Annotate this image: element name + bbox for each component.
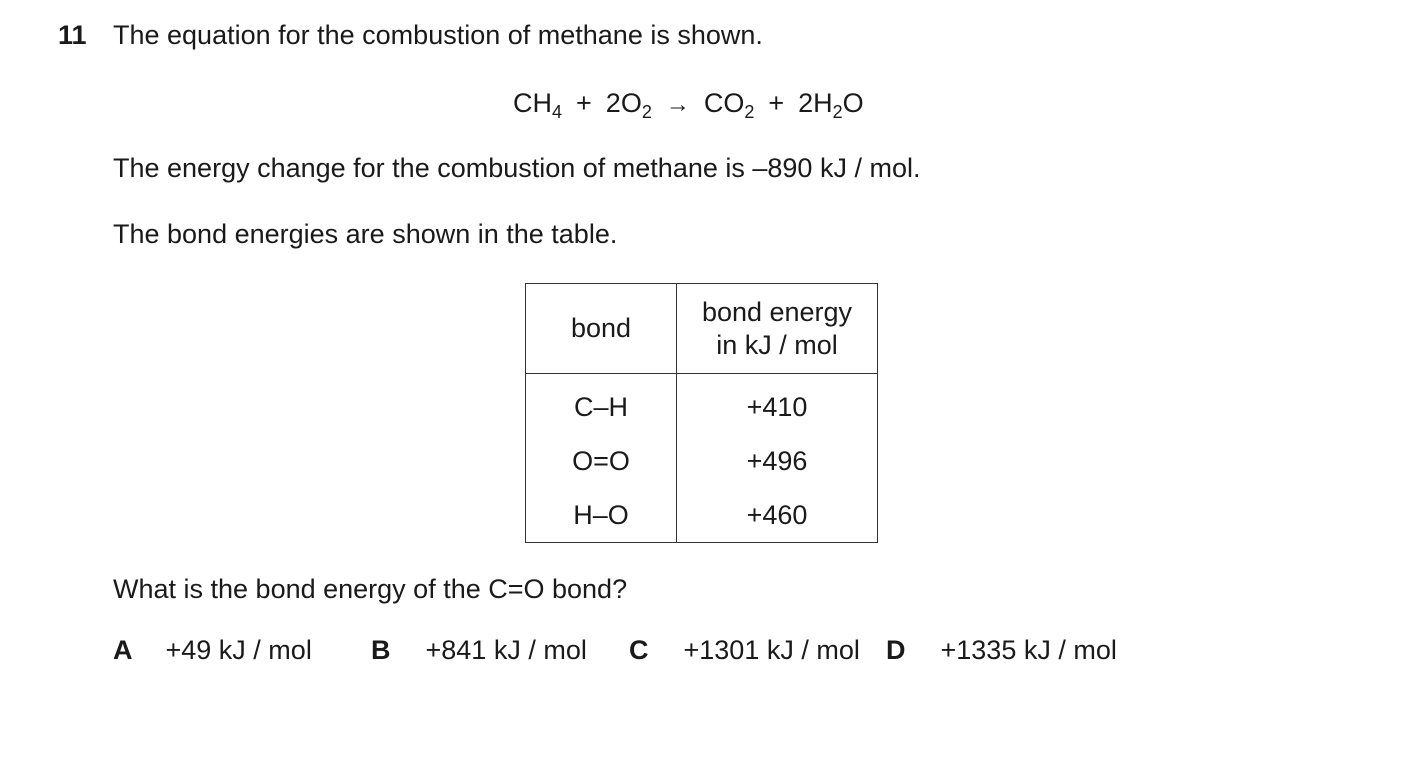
option-d[interactable] [886, 637, 1117, 664]
reaction-arrow-icon: → [665, 91, 690, 118]
option-a[interactable] [113, 637, 312, 664]
plus-sign: + [768, 88, 785, 118]
bond-cell: H–O [526, 488, 677, 543]
product-water: 2H 2 O [798, 88, 864, 122]
option-c[interactable] [629, 637, 860, 664]
bond-energy-table [525, 283, 878, 543]
energy-cell: +460 [677, 488, 878, 543]
option-letter: C [629, 635, 649, 665]
question-prompt: What is the bond energy of the C=O bond? [113, 574, 628, 604]
combustion-equation [513, 88, 864, 122]
table-row [526, 434, 878, 488]
reactant-methane: CH 4 [513, 88, 563, 122]
bond-cell: C–H [526, 374, 677, 435]
option-value: +49 kJ / mol [165, 635, 312, 665]
table-row [526, 488, 878, 543]
header-bond: bond [526, 284, 677, 374]
option-letter: B [371, 635, 391, 665]
energy-change-statement: The energy change for the combustion of methane is –890 kJ / mol. [113, 153, 921, 183]
header-bond-energy: bond energy in kJ / mol [677, 284, 878, 374]
question-number: 11 [58, 20, 87, 50]
bond-cell: O=O [526, 434, 677, 488]
question-stem: The equation for the combustion of methane is shown. [113, 20, 763, 50]
option-value: +841 kJ / mol [425, 635, 587, 665]
product-carbon-dioxide: CO 2 [703, 88, 755, 122]
table-row [526, 374, 878, 435]
table-header-row [526, 284, 878, 374]
option-letter: D [886, 635, 906, 665]
energy-cell: +410 [677, 374, 878, 435]
plus-sign: + [576, 88, 592, 118]
energy-cell: +496 [677, 434, 878, 488]
option-b[interactable] [371, 637, 587, 664]
reactant-oxygen: 2O 2 [605, 88, 652, 122]
option-letter: A [113, 635, 133, 665]
table-intro: The bond energies are shown in the table. [113, 219, 618, 249]
option-value: +1335 kJ / mol [940, 635, 1117, 665]
option-value: +1301 kJ / mol [683, 635, 860, 665]
